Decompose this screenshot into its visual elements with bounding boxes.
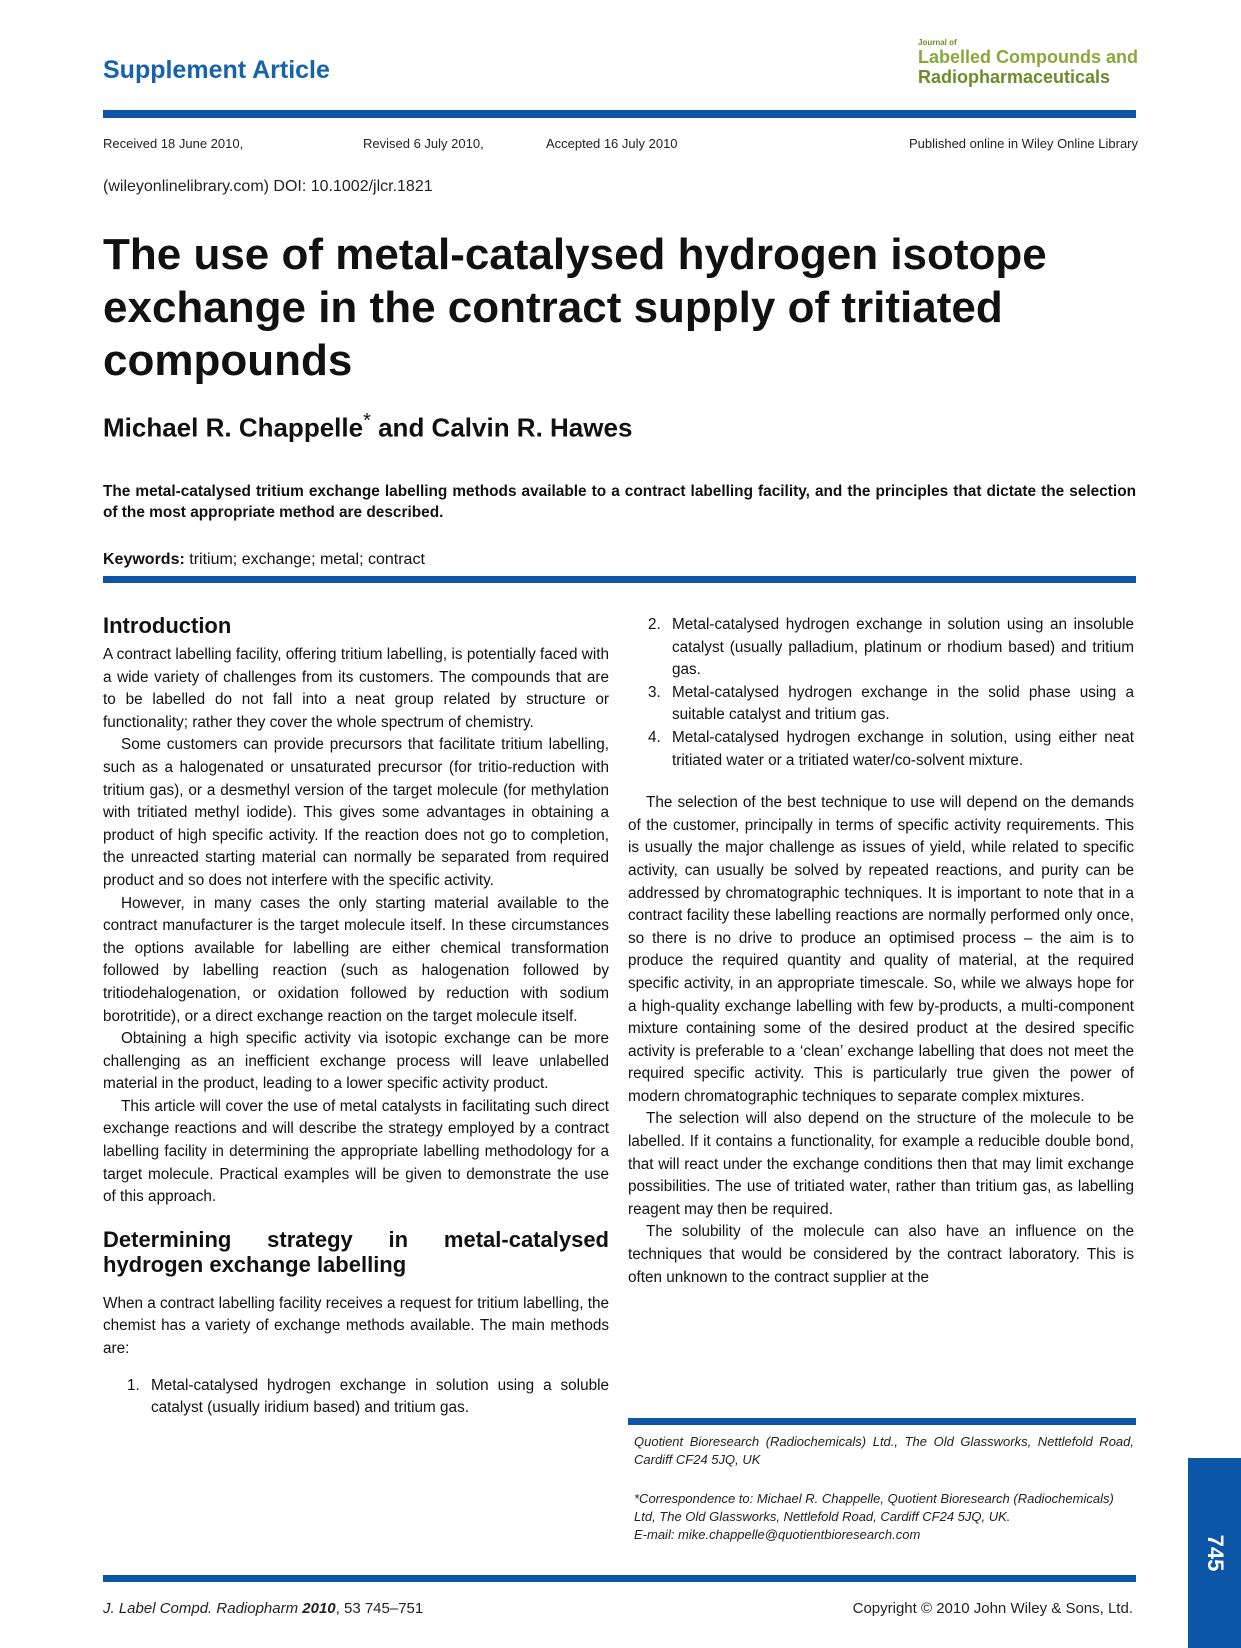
page-number-tab [1188,1458,1241,1648]
received-date: Received 18 June 2010, [103,136,244,151]
copyright: Copyright © 2010 John Wiley & Sons, Ltd. [852,1600,1133,1617]
keywords [103,551,425,569]
section-label: Supplement Article [103,56,330,84]
author-1: Michael R. Chappelle [103,412,364,443]
list-item-text: Metal-catalysed hydrogen exchange in solution using an insoluble catalyst (usually palladium, platinum or rhodium based) and tritium gas. [672,616,1134,679]
list-item-text: Metal-catalysed hydrogen exchange in solution, using either neat tritiated water or a tritiated water/co-solvent mixture. [672,728,1134,769]
list-item-number: 3. [648,683,661,701]
strategy-paragraph-1: When a contract labelling facility receives a request for tritium labelling, the chemist has a variety of exchange methods available. The main methods are: [103,1294,609,1358]
header-rule [103,110,1136,118]
author-2: and Calvin R. Hawes [370,412,633,443]
correspondence-mark: * [363,410,371,432]
keywords-list: tritium; exchange; metal; contract [184,551,425,568]
list-item [127,1375,609,1420]
journal-logo-line2: Radiopharmaceuticals [917,67,1111,87]
article-title: The use of metal-catalysed hydrogen isotope exchange in the contract supply of tritiated compounds [103,230,1047,385]
methods-list-right [628,614,1134,772]
keywords-label: Keywords: [103,551,185,568]
journal-abbrev: J. Label Compd. Radiopharm [103,1600,303,1617]
intro-paragraph-2: Some customers can provide precursors that facilitate tritium labelling, such as a halogenated or unsaturated precursor (for tritio-reduction with tritium gas), or a desmethyl version of the target molecule (for methylation with tritiated methyl iodide). This gives some advantages in obtaining a product of high specific activity. If the reaction does not go to completion, the unreacted starting material can normally be separated from required product and so does not interfere with the specific activity. [103,736,609,889]
correspondence-text: *Correspondence to: Michael R. Chappelle, Quotient Bioresearch (Radiochemicals) Ltd, The Old Glassworks, Nettlefold Road, Cardiff CF24 5JQ, UK. [634,1491,1114,1524]
selection-paragraph-2: The selection will also depend on the structure of the molecule to be labelled. If it contains a functionality, for example a reducible double bond, that will react under the exchange conditions then that may limit exchange possibilities. The use of tritiated water, rather than tritium gas, as labelling reagent may then be required. [628,1110,1134,1218]
accepted-date: Accepted 16 July 2010 [546,136,678,151]
journal-citation [103,1600,423,1617]
right-column [628,614,1134,1289]
list-item [648,682,1134,727]
list-item [648,614,1134,682]
list-item-number: 1. [127,1376,140,1394]
page-number: 745 [1202,1534,1228,1572]
selection-paragraph-3: The solubility of the molecule can also have an influence on the techniques that would be considered by the contract laboratory. This is often unknown to the contract supplier at the [628,1223,1134,1286]
correspondence-email: E-mail: mike.chappelle@quotientbioresearch.com [634,1527,921,1542]
footer-rule [103,1575,1136,1582]
list-item-number: 4. [648,728,661,746]
intro-paragraph-1: A contract labelling facility, offering tritium labelling, is potentially faced with a wide variety of challenges from its customers. The compounds that are to be labelled do not fall into a neat group related by structure or functionality; rather they cover the whole spectrum of chemistry. [103,646,609,731]
strategy-heading: Determining strategy in metal-catalysed hydrogen exchange labelling [103,1226,609,1277]
list-item-number: 2. [648,616,661,633]
journal-logo [918,38,1138,87]
journal-logo-of: Journal of [917,38,957,47]
published-online: Published online in Wiley Online Library [908,136,1138,151]
list-item-text: Metal-catalysed hydrogen exchange in solution using a soluble catalyst (usually iridium based) and tritium gas. [151,1376,609,1417]
left-column [103,613,609,1420]
volume-pages: , 53 745–751 [335,1600,424,1617]
methods-list-left [103,1375,609,1420]
introduction-heading: Introduction [103,613,232,638]
journal-logo-line1: Labelled Compounds and [917,47,1138,67]
intro-paragraph-5: This article will cover the use of metal catalysts in facilitating such direct exchange reactions and will describe the strategy employed by a contract labelling facility in determining the appropriate labelling methodology for a target molecule. Practical examples will be given to demonstrate the use of this approach. [103,1097,609,1206]
citation-year: 2010 [302,1600,336,1617]
abstract: The metal-catalysed tritium exchange labelling methods available to a contract labelling facility, and the principles that dictate the selection of the most appropriate method are described. [103,483,1136,521]
intro-paragraph-3: However, in many cases the only starting material available to the contract manufacturer is the target molecule itself. In these circumstances the options available for labelling are either chemical transformation followed by labelling reaction (such as halogenation followed by tritiodehalogenation, or oxidation followed by reduction with sodium borotritide), or a direct exchange reaction on the target molecule itself. [103,894,609,1025]
list-item-text: Metal-catalysed hydrogen exchange in the solid phase using a suitable catalyst and tritium gas. [672,683,1134,724]
selection-paragraph-1: The selection of the best technique to use will depend on the demands of the customer, principally in terms of specific activity requirements. This is usually the major challenge as issues of yield, while related to specific activity, can usually be solved by repeated reactions, and purity can be addressed by chromatographic techniques. It is important to note that in a contract facility these labelling reactions are normally performed only once, so there is no drive to produce an optimised process – the aim is to produce the required quantity and quality of material, at the required specific activity, in an appropriate timescale. So, while we always hope for a high-quality exchange labelling with few by-products, a multi-component mixture containing some of the desired product at the desired specific activity is preferable to a ‘clean’ exchange labelling that does not meet the required specific activity. This is particularly true given the power of modern chromatographic techniques to separate complex mixtures. [628,794,1134,1105]
intro-paragraph-4: Obtaining a high specific activity via isotopic exchange can be more challenging as an inefficient exchange process will leave unlabelled material in the product, leading to a lower specific activity product. [103,1030,609,1093]
doi-line: (wileyonlinelibrary.com) DOI: 10.1002/jlcr.1821 [103,178,433,195]
correspondence [634,1490,1134,1544]
authors [103,410,632,444]
revised-date: Revised 6 July 2010, [363,136,484,151]
list-item [648,727,1134,772]
footnote-rule [628,1418,1136,1425]
abstract-rule [103,576,1136,583]
affiliation: Quotient Bioresearch (Radiochemicals) Ltd., The Old Glassworks, Nettlefold Road, Cardiff CF24 5JQ, UK [634,1434,1134,1467]
